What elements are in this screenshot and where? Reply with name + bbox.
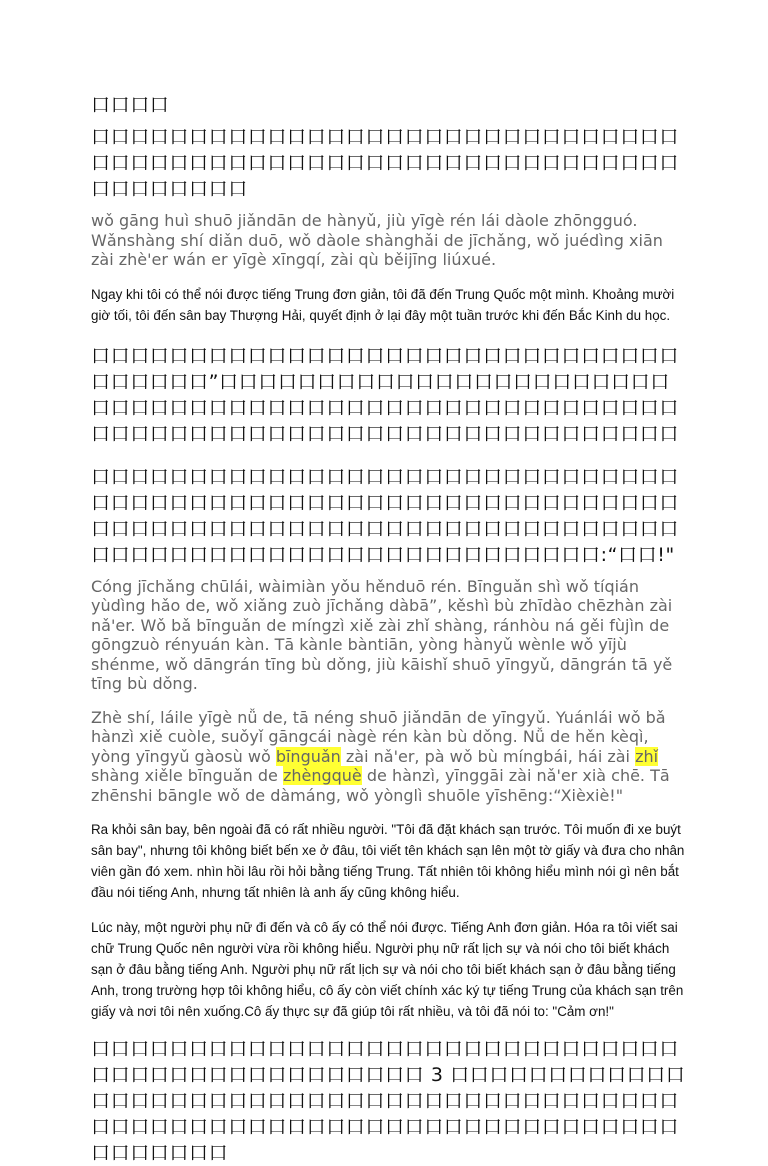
paragraph-1-hanzi: 口口口口口口口口口口口口口口口口口口口口口口口口口口口口口口口口口口口口口口口口口口口口口口口口口口口口口口口口口口口口口口口口口口口口 [91, 126, 680, 200]
pinyin-text: shàng xiěle bīnguǎn de [91, 766, 283, 785]
paragraph-3-hanzi: 口口口口口口口口口口口口口口口口口口口口口口口口口口口口口口口口口口口口口口口口口口口口口口口口口口口口口口口口口口口口口口口口口口口口口口口口口口口口口口口口口口口口口口口口口口口口口口口口口口口口口口口口口口口口口口口口口口口口:“口口!" [91, 465, 680, 566]
paragraph-2-vietnamese: Ra khỏi sân bay, bên ngoài đã có rất nhiều người. "Tôi đã đặt khách sạn trước. Tôi muốn đi xe buýt sân bay", nhưng tôi không biết bến xe ở đâu, tôi viết tên khách sạn lên một tờ giấy và đưa cho nhân viên gần đó xem. nhìn hồi lâu rồi hỏi bằng tiếng Trung. Tất nhiên tôi không hiểu mình nói gì nên bắt đầu nói tiếng Anh, nhưng tất nhiên là anh ấy cũng không hiểu. [91, 822, 685, 900]
paragraph-1-pinyin: wǒ gāng huì shuō jiǎndān de hànyǔ, jiù yīgè rén lái dàole zhōngguó. Wǎnshàng shí diǎn duō, wǒ dàole shànghǎi de jīchǎng, wǒ juédìng xiān zài zhè'er wán er yīgè xīngqí, zài qù běijīng liúxué. [91, 211, 663, 269]
paragraph-2-hanzi: 口口口口口口口口口口口口口口口口口口口口口口口口口口口口口口口口口口口口”口口口口口口口口口口口口口口口口口口口口口口口口口口口口口口口口口口口口口口口口口口口口口口口口口口口口口口口口口口口口口口口口口口口口口口口口口口口口口口口口口口口 [91, 344, 680, 445]
document-title: 口口口口 [91, 94, 170, 116]
paragraph-3-pinyin [91, 708, 686, 806]
paragraph-1-vietnamese: Ngay khi tôi có thể nói được tiếng Trung đơn giản, tôi đã đến Trung Quốc một mình. Khoảng mười giờ tối, tôi đến sân bay Thượng Hải, quyết định ở lại đây một tuần trước khi đến Bắc Kinh du học. [91, 286, 675, 323]
paragraph-3-vietnamese: Lúc này, một người phụ nữ đi đến và cô ấy có thể nói được. Tiếng Anh đơn giản. Hóa ra tôi viết sai chữ Trung Quốc nên người vừa rồi không hiểu. Người phụ nữ rất lịch sự và nói cho tôi biết khách sạn ở đâu bằng tiếng Anh. Người phụ nữ rất lịch sự và nói cho tôi biết khách sạn ở đâu bằng tiếng Anh, trong trường hợp tôi không hiểu, cô ấy còn viết chính xác ký tự tiếng Trung của khách sạn trên giấy và nơi tôi nên xuống.Cô ấy thực sự đã giúp tôi rất nhiều, và tôi đã nói to: "Cảm ơn!" [91, 920, 684, 1019]
paragraph-2-pinyin: Cóng jīchǎng chūlái, wàimiàn yǒu hěnduō rén. Bīnguǎn shì wǒ tíqián yùdìng hǎo de, wǒ xiǎng zuò jīchǎng dàbā”, kěshì bù zhīdào chēzhàn zài nǎ'er. Wǒ bǎ bīnguǎn de míngzì xiě zài zhǐ shàng, ránhòu ná gěi fùjìn de gōngzuò rényuán kàn. Tā kànle bàntiān, yòng hànyǔ wènle wǒ yījù shénme, wǒ dāngrán tīng bù dǒng, jiù kāishǐ shuō yīngyǔ, dāngrán tā yě tīng bù dǒng. [91, 576, 673, 693]
pinyin-text: Zhè shí, láile yīgè nǚ de, tā néng shuō jiǎndān de yīngyǔ. Yuánlái wǒ bǎ hànzì xiě cuòle, suǒyǐ gāngcái nàgè rén kàn bù dǒng. Nǚ de hěn kèqì, yòng yīngyǔ gàosù wǒ [91, 707, 666, 766]
paragraph-4-hanzi: 口口口口口口口口口口口口口口口口口口口口口口口口口口口口口口口口口口口口口口口口口口口口口口口 3 口口口口口口口口口口口口口口口口口口口口口口口口口口口口口口口口口口口口口口口口口口口口口口口口口口口口口口口口口口口口口口口口口口口口口口口口口口口口口口口 [91, 1038, 686, 1164]
pinyin-text: zài nǎ'er, pà wǒ bù míngbái, hái zài [340, 746, 636, 766]
highlight-binguan: bīnguǎn [275, 746, 341, 766]
highlight-zhi: zhǐ [635, 746, 659, 766]
pinyin-text: de hànzì, yīnggāi zài nǎ'er xià chē. Tā zhēnshi bāngle wǒ de dàmáng, wǒ yònglì shuōle yīshēng:“Xièxiè!" [91, 766, 670, 805]
highlight-zhengque: zhèngquè [282, 766, 362, 785]
